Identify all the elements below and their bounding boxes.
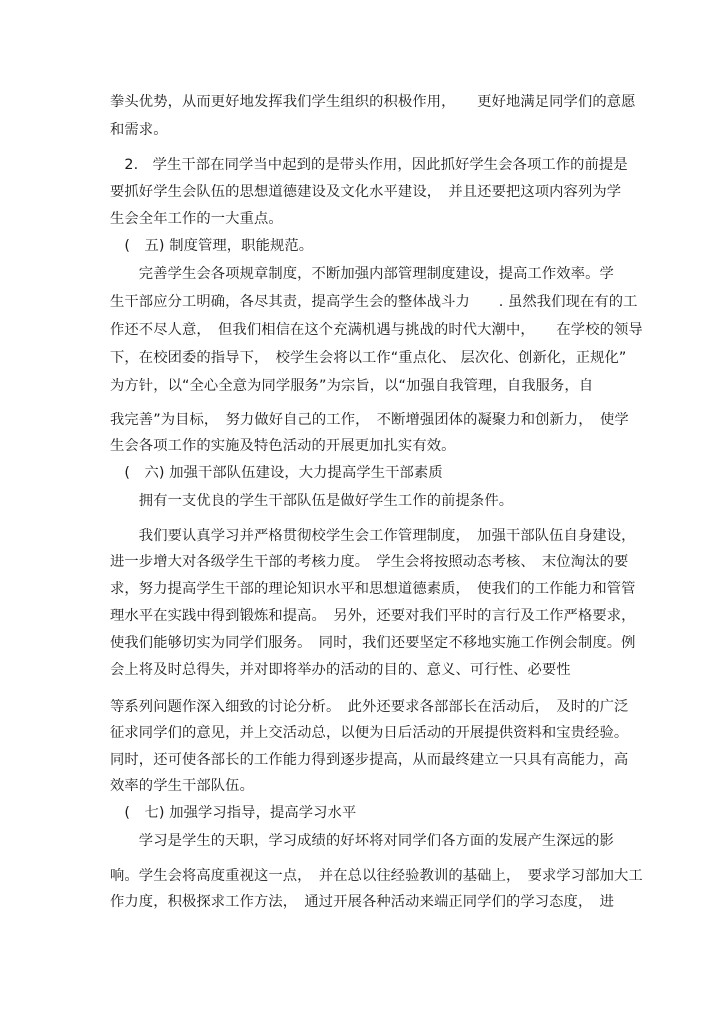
section-heading: ( 五) 制度管理，职能规范。: [110, 238, 314, 254]
text-line: 生干部应分工明确，各尽其责，提高学生会的整体战斗力 . 虽然我们现在有的工: [110, 294, 638, 310]
text-line: 生会全年工作的一大重点。: [110, 211, 283, 227]
section-heading: ( 六) 加强干部队伍建设，大力提高学生干部素质: [110, 465, 443, 481]
text-line: 2. 学生干部在同学当中起到的是带头作用，因此抓好学生会各项工作的前提是: [110, 157, 628, 173]
text-line: 效率的学生干部队伍。: [110, 778, 254, 794]
text-line: 拳头优势，从而更好地发挥我们学生组织的积极作用， 更好地满足同学们的意愿: [110, 94, 636, 110]
text-line: 使我们能够切实为同学们服务。 同时，我们还要坚定不移地实施工作例会制度。例: [110, 635, 636, 651]
section-heading: ( 七) 加强学习指导，提高学习水平: [110, 805, 357, 821]
text-line: 同时，还可使各部长的工作能力得到逐步提高，从而最终建立一只具有高能力，高: [110, 752, 629, 768]
text-line: 会上将及时总得失，并对即将举办的活动的目的、意义、可行性、必要性: [110, 662, 571, 678]
text-line: 我们要认真学习并严格贯彻校学生会工作管理制度， 加强干部队伍自身建设，: [110, 528, 636, 544]
text-line: 学习是学生的天职，学习成绩的好坏将对同学们各方面的发展产生深远的影: [110, 833, 614, 849]
text-line: 下，在校团委的指导下， 校学生会将以工作“重点化、 层次化、创新化，正规化”: [110, 350, 627, 366]
text-line: 理水平在实践中得到锻炼和提高。 另外，还要对我们平时的言行及工作严格要求，: [110, 608, 636, 624]
text-line: 求，努力提高学生干部的理论知识水平和思想道德素质， 使我们的工作能力和管管: [110, 581, 636, 597]
text-line: 生会各项工作的实施及特色活动的开展更加扎实有效。: [110, 438, 456, 454]
text-line: 作力度，积极探求工作方法， 通过开展各种活动来端正同学们的学习态度， 进: [110, 894, 614, 910]
text-line: 拥有一支优良的学生干部队伍是做好学生工作的前提条件。: [110, 493, 514, 509]
text-line: 完善学生会各项规章制度，不断加强内部管理制度建设，提高工作效率。学: [110, 266, 614, 282]
text-line: 为方针，以“全心全意为同学服务”为宗旨，以“加强自我管理，自我服务，自: [110, 378, 594, 394]
text-line: 作还不尽人意， 但我们相信在这个充满机遇与挑战的时代大潮中， 在学校的领导: [110, 322, 643, 338]
text-line: 进一步增大对各级学生干部的考核力度。 学生会将按照动态考核、 末位淘汰的要: [110, 554, 629, 570]
text-line: 要抓好学生会队伍的思想道德建设及文化水平建设， 并且还要把这项内容列为学: [110, 184, 622, 200]
text-line: 我完善”为目标， 努力做好自己的工作， 不断增强团体的凝聚力和创新力， 使学: [110, 412, 629, 428]
text-line: 征求同学们的意见，并上交活动总，以便为日后活动的开展提供资料和宝贵经验。: [110, 725, 629, 741]
text-line: 等系列问题作深入细致的讨论分析。 此外还要求各部部长在活动后， 及时的广泛: [110, 699, 629, 715]
text-line: 和需求。: [110, 122, 168, 138]
text-line: 响。学生会将高度重视这一点， 并在总以往经验教训的基础上， 要求学习部加大工: [110, 868, 643, 884]
